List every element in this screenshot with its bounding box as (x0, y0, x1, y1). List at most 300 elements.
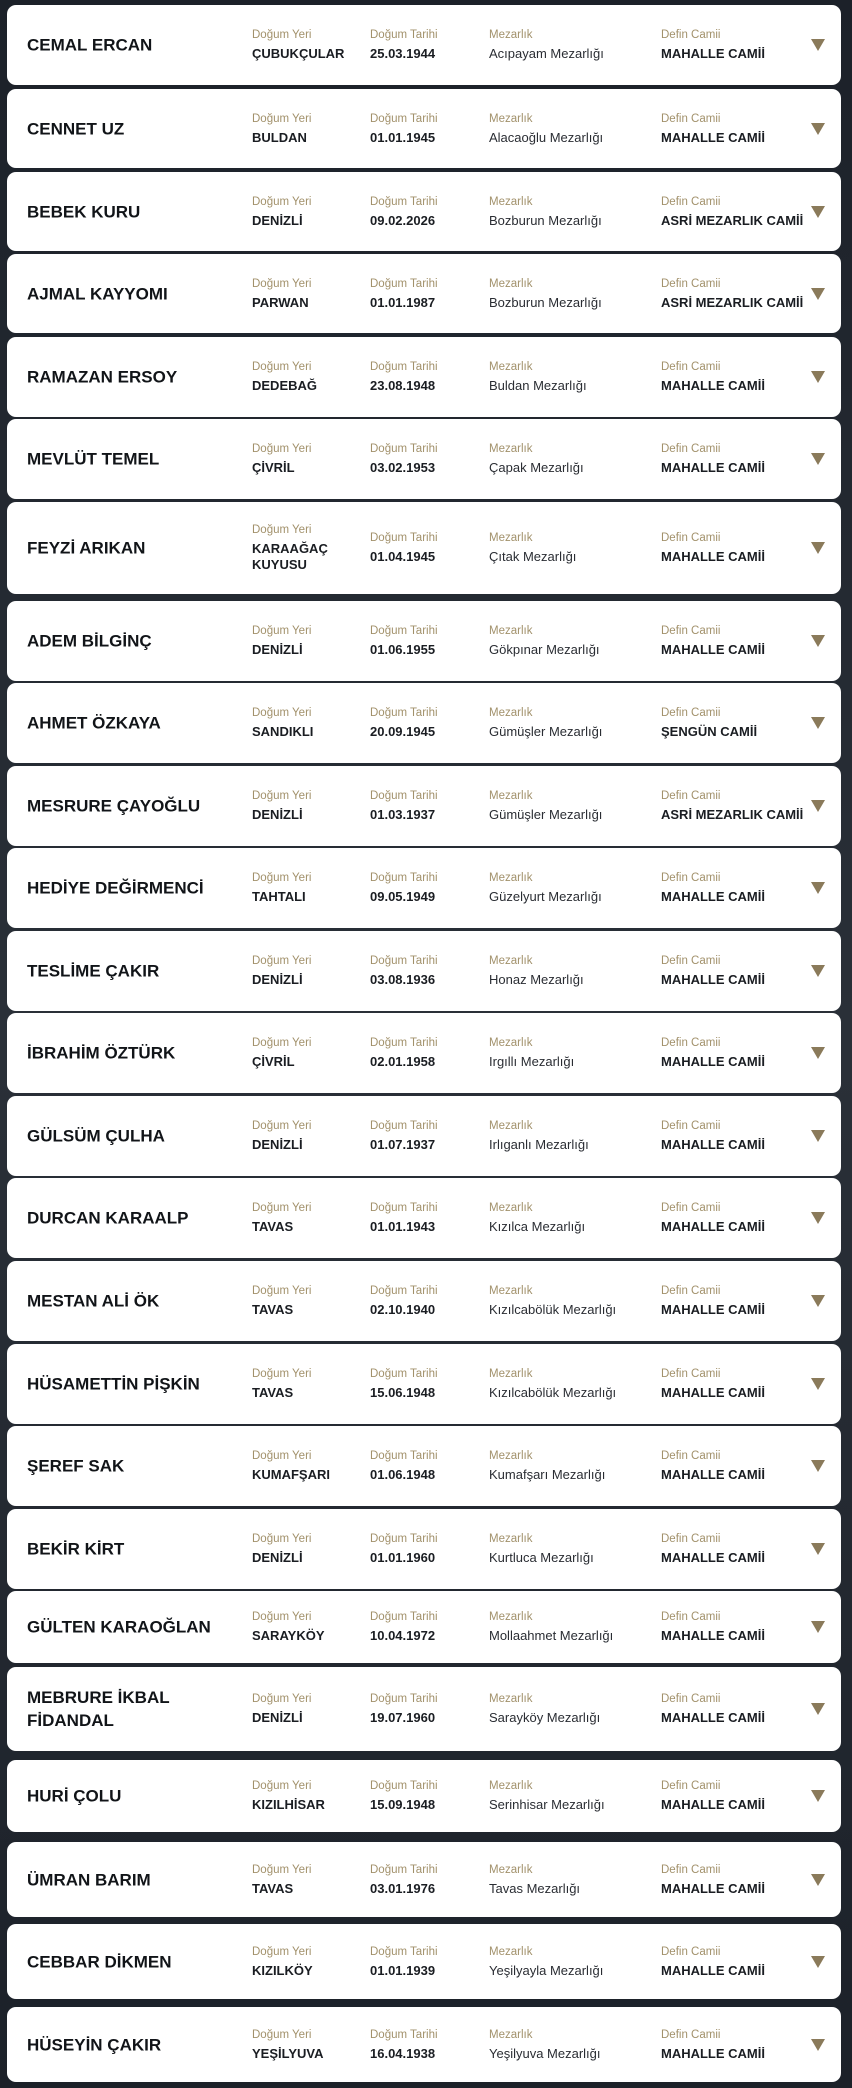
cemetery-value: Bozburun Mezarlığı (489, 212, 602, 228)
mosque-value: ŞENGÜN CAMİİ (661, 724, 758, 739)
birth-date-label: Doğum Tarihi (370, 112, 438, 125)
expand-caret-icon[interactable] (811, 965, 825, 977)
mosque-label: Defin Camii (661, 195, 721, 208)
deceased-name: GÜLSÜM ÇULHA (27, 1126, 165, 1146)
funeral-record-card[interactable] (7, 1426, 841, 1506)
cemetery-label: Mezarlık (489, 443, 533, 455)
birth-place-value: DEDEBAĞ (252, 378, 318, 393)
mosque-field (661, 195, 811, 229)
birth-place-value: DENİZLİ (252, 1550, 303, 1565)
mosque-field (661, 1367, 811, 1401)
birth-place-label: Doğum Yeri (252, 1863, 312, 1876)
birth-date-label: Doğum Tarihi (370, 443, 438, 455)
mosque-field (661, 360, 811, 394)
mosque-field (661, 1449, 811, 1483)
mosque-field (661, 1610, 811, 1644)
birth-place-value: TAHTALI (252, 889, 306, 904)
birth-date-value: 16.04.1938 (370, 2045, 436, 2061)
expand-caret-icon[interactable] (811, 1295, 825, 1307)
birth-place-field (252, 1119, 362, 1153)
birth-date-field (370, 1532, 480, 1566)
mosque-label: Defin Camii (661, 1368, 721, 1380)
expand-caret-icon[interactable] (811, 1130, 825, 1142)
mosque-value: MAHALLE CAMİİ (661, 1219, 765, 1234)
birth-date-value: 15.06.1948 (370, 1385, 436, 1400)
birth-place-field (252, 954, 362, 988)
mosque-value: MAHALLE CAMİİ (661, 1962, 765, 1978)
mosque-label: Defin Camii (661, 443, 721, 455)
birth-place-label: Doğum Yeri (252, 443, 312, 455)
birth-date-field (370, 1449, 480, 1483)
cemetery-label: Mezarlık (489, 1780, 533, 1792)
cemetery-label: Mezarlık (489, 195, 533, 208)
birth-place-field (252, 1945, 362, 1979)
cemetery-label: Mezarlık (489, 1368, 533, 1380)
birth-date-field (370, 1692, 480, 1726)
deceased-name: ÜMRAN BARIM (27, 1870, 151, 1889)
birth-place-field (252, 1779, 362, 1813)
birth-place-field (252, 1367, 362, 1401)
mosque-value: ASRİ MEZARLIK CAMİİ (661, 807, 804, 822)
cemetery-label: Mezarlık (489, 872, 533, 884)
birth-place-field (252, 112, 362, 146)
cemetery-label: Mezarlık (489, 707, 533, 719)
expand-caret-icon[interactable] (811, 453, 825, 465)
deceased-name: HURİ ÇOLU (27, 1786, 122, 1806)
birth-place-value: TAVAS (252, 1385, 294, 1400)
expand-caret-icon[interactable] (811, 1703, 825, 1715)
birth-date-value: 01.06.1955 (370, 642, 436, 657)
birth-date-value: 09.05.1949 (370, 889, 436, 904)
birth-date-label: Doğum Tarihi (370, 1285, 438, 1297)
birth-place-field (252, 1692, 362, 1726)
birth-date-value: 19.07.1960 (370, 1710, 436, 1725)
birth-place-value: ÇİVRİL (252, 1054, 295, 1069)
funeral-record-card[interactable] (7, 89, 841, 168)
birth-date-value: 01.04.1945 (370, 549, 436, 564)
birth-place-value: KUMAFŞARI (252, 1467, 330, 1482)
birth-place-value: DENİZLİ (252, 1137, 303, 1152)
birth-place-value: DENİZLİ (252, 212, 303, 228)
birth-date-value: 15.09.1948 (370, 1797, 436, 1812)
mosque-value: MAHALLE CAMİİ (661, 1628, 765, 1643)
birth-date-label: Doğum Tarihi (370, 625, 438, 637)
birth-date-field (370, 1945, 480, 1979)
mosque-label: Defin Camii (661, 1285, 721, 1297)
birth-place-value: KIZILHİSAR (252, 1797, 325, 1812)
deceased-name: DURCAN KARAALP (27, 1208, 189, 1228)
birth-date-label: Doğum Tarihi (370, 1037, 438, 1049)
deceased-name: CENNET UZ (27, 119, 125, 138)
funeral-record-card[interactable] (7, 172, 841, 251)
mosque-value: MAHALLE CAMİİ (661, 1797, 765, 1812)
mosque-field (661, 1036, 811, 1070)
birth-place-label: Doğum Yeri (252, 1450, 312, 1462)
birth-place-field (252, 442, 362, 476)
cemetery-value: Kumafşarı Mezarlığı (489, 1467, 606, 1482)
cemetery-field (489, 28, 654, 62)
cemetery-value: Kızılca Mezarlığı (489, 1219, 586, 1234)
birth-date-field (370, 442, 480, 476)
funeral-record-card[interactable] (7, 1344, 841, 1424)
mosque-field (661, 954, 811, 988)
funeral-record-card[interactable] (7, 1096, 841, 1176)
birth-date-label: Doğum Tarihi (370, 361, 438, 373)
birth-date-value: 01.07.1937 (370, 1137, 436, 1152)
birth-place-value: TAVAS (252, 1880, 294, 1896)
birth-date-value: 03.02.1953 (370, 460, 436, 475)
birth-place-label: Doğum Yeri (252, 1120, 312, 1132)
birth-date-field (370, 360, 480, 394)
birth-place-value: TAVAS (252, 1219, 294, 1234)
mosque-label: Defin Camii (661, 955, 721, 967)
expand-caret-icon[interactable] (811, 882, 825, 894)
birth-date-label: Doğum Tarihi (370, 1368, 438, 1380)
cemetery-field (489, 871, 654, 905)
funeral-record-card[interactable] (7, 1261, 841, 1341)
birth-place-label: Doğum Yeri (252, 1037, 312, 1049)
birth-place-field (252, 1449, 362, 1483)
mosque-value: ASRİ MEZARLIK CAMİİ (661, 212, 804, 228)
birth-date-value: 03.01.1976 (370, 1880, 436, 1896)
cemetery-value: Güzelyurt Mezarlığı (489, 889, 602, 904)
birth-place-value: ÇUBUKÇULAR (252, 46, 345, 61)
expand-caret-icon[interactable] (811, 371, 825, 383)
birth-place-value: BULDAN (252, 129, 307, 145)
funeral-record-card[interactable] (7, 1842, 841, 1917)
mosque-field (661, 1201, 811, 1235)
expand-caret-icon[interactable] (811, 800, 825, 812)
funeral-record-card[interactable] (7, 1667, 841, 1751)
birth-date-value: 01.01.1945 (370, 129, 436, 145)
cemetery-value: Çapak Mezarlığı (489, 460, 584, 475)
birth-place-label: Doğum Yeri (252, 1368, 312, 1380)
cemetery-label: Mezarlık (489, 1450, 533, 1462)
birth-place-value: SANDIKLI (252, 724, 314, 739)
mosque-label: Defin Camii (661, 1693, 721, 1705)
mosque-value: ASRİ MEZARLIK CAMİİ (661, 294, 804, 310)
cemetery-label: Mezarlık (489, 29, 533, 41)
cemetery-label: Mezarlık (489, 1945, 533, 1958)
cemetery-field (489, 1610, 654, 1644)
funeral-record-card[interactable] (7, 502, 841, 594)
cemetery-field (489, 195, 654, 229)
cemetery-field (489, 1284, 654, 1318)
cemetery-field (489, 277, 654, 311)
birth-place-label: Doğum Yeri (252, 625, 312, 637)
birth-place-label: Doğum Yeri (252, 1780, 312, 1792)
mosque-value: MAHALLE CAMİİ (661, 1054, 765, 1069)
birth-place-value: SARAYKÖY (252, 1628, 325, 1643)
funeral-record-card[interactable] (7, 1509, 841, 1589)
deceased-name: MEBRURE İKBAL FİDANDAL (27, 1688, 170, 1730)
birth-date-field (370, 277, 480, 311)
expand-caret-icon[interactable] (811, 1621, 825, 1633)
funeral-record-card[interactable] (7, 1013, 841, 1093)
birth-place-field (252, 1863, 362, 1897)
expand-caret-icon[interactable] (811, 39, 825, 51)
birth-date-field (370, 112, 480, 146)
cemetery-value: Çıtak Mezarlığı (489, 549, 577, 564)
birth-date-value: 01.01.1939 (370, 1962, 436, 1978)
birth-place-label: Doğum Yeri (252, 1693, 312, 1705)
cemetery-field (489, 1692, 654, 1726)
cemetery-label: Mezarlık (489, 790, 533, 802)
mosque-label: Defin Camii (661, 532, 721, 544)
birth-date-field (370, 871, 480, 905)
birth-date-label: Doğum Tarihi (370, 707, 438, 719)
expand-caret-icon[interactable] (811, 206, 825, 218)
expand-caret-icon[interactable] (811, 542, 825, 554)
birth-date-label: Doğum Tarihi (370, 872, 438, 884)
birth-place-field (252, 789, 362, 823)
birth-date-label: Doğum Tarihi (370, 29, 438, 41)
cemetery-label: Mezarlık (489, 1037, 533, 1049)
mosque-value: MAHALLE CAMİİ (661, 1467, 765, 1482)
cemetery-label: Mezarlık (489, 1120, 533, 1132)
expand-caret-icon[interactable] (811, 1460, 825, 1472)
birth-place-label: Doğum Yeri (252, 872, 312, 884)
cemetery-label: Mezarlık (489, 1863, 533, 1876)
birth-date-label: Doğum Tarihi (370, 1450, 438, 1462)
funeral-record-card[interactable] (7, 683, 841, 763)
deceased-name: GÜLTEN KARAOĞLAN (27, 1617, 211, 1637)
birth-place-label: Doğum Yeri (252, 277, 312, 290)
birth-place-label: Doğum Yeri (252, 1533, 312, 1545)
cemetery-label: Mezarlık (489, 1693, 533, 1705)
birth-place-field (252, 1284, 362, 1318)
deceased-name: FEYZİ ARIKAN (27, 538, 146, 558)
birth-date-label: Doğum Tarihi (370, 1120, 438, 1132)
deceased-name: BEKİR KİRT (27, 1539, 125, 1559)
funeral-record-card[interactable] (7, 419, 841, 499)
funeral-record-card[interactable] (7, 1591, 841, 1663)
funeral-record-card[interactable] (7, 337, 841, 417)
mosque-field (661, 789, 811, 823)
deceased-name: AJMAL KAYYOMI (27, 284, 168, 303)
deceased-name: CEBBAR DİKMEN (27, 1952, 172, 1971)
mosque-field (661, 1532, 811, 1566)
birth-date-label: Doğum Tarihi (370, 277, 438, 290)
birth-date-field (370, 1863, 480, 1897)
birth-date-value: 23.08.1948 (370, 378, 436, 393)
mosque-value: MAHALLE CAMİİ (661, 642, 765, 657)
funeral-record-card[interactable] (7, 931, 841, 1011)
cemetery-label: Mezarlık (489, 112, 533, 125)
expand-caret-icon[interactable] (811, 1874, 825, 1886)
funeral-record-card[interactable] (7, 601, 841, 681)
funeral-record-card[interactable] (7, 2007, 841, 2082)
birth-place-field (252, 2028, 362, 2062)
mosque-field (661, 277, 811, 311)
cemetery-value: Tavas Mezarlığı (489, 1880, 581, 1896)
birth-date-value: 03.08.1936 (370, 972, 436, 987)
expand-caret-icon[interactable] (811, 717, 825, 729)
birth-date-label: Doğum Tarihi (370, 1863, 438, 1876)
expand-caret-icon[interactable] (811, 1543, 825, 1555)
birth-place-label: Doğum Yeri (252, 2028, 312, 2041)
mosque-field (661, 28, 811, 62)
cemetery-field (489, 112, 654, 146)
cemetery-value: Kızılcabölük Mezarlığı (489, 1385, 617, 1400)
birth-place-field (252, 360, 362, 394)
cemetery-value: Kızılcabölük Mezarlığı (489, 1302, 617, 1317)
birth-place-label: Doğum Yeri (252, 361, 312, 373)
funeral-record-card[interactable] (7, 5, 841, 85)
funeral-record-card[interactable] (7, 1178, 841, 1258)
birth-date-value: 01.01.1960 (370, 1550, 436, 1565)
expand-caret-icon[interactable] (811, 123, 825, 135)
mosque-value: MAHALLE CAMİİ (661, 460, 765, 475)
cemetery-label: Mezarlık (489, 2028, 533, 2041)
mosque-value: MAHALLE CAMİİ (661, 129, 765, 145)
cemetery-field (489, 360, 654, 394)
cemetery-field (489, 1367, 654, 1401)
expand-caret-icon[interactable] (811, 635, 825, 647)
cemetery-value: Honaz Mezarlığı (489, 972, 584, 987)
cemetery-label: Mezarlık (489, 1611, 533, 1623)
cemetery-field (489, 1036, 654, 1070)
expand-caret-icon[interactable] (811, 2039, 825, 2051)
deceased-name: MEVLÜT TEMEL (27, 449, 160, 469)
mosque-field (661, 1692, 811, 1726)
mosque-label: Defin Camii (661, 1202, 721, 1214)
deceased-name: RAMAZAN ERSOY (27, 367, 178, 387)
mosque-value: MAHALLE CAMİİ (661, 1880, 765, 1896)
birth-date-value: 02.01.1958 (370, 1054, 436, 1069)
funeral-record-card[interactable] (7, 1924, 841, 1999)
birth-place-label: Doğum Yeri (252, 29, 312, 41)
mosque-label: Defin Camii (661, 1945, 721, 1958)
birth-place-label: Doğum Yeri (252, 1202, 312, 1214)
birth-place-field (252, 523, 362, 573)
cemetery-value: Gümüşler Mezarlığı (489, 724, 603, 739)
birth-date-field (370, 1036, 480, 1070)
birth-date-field (370, 624, 480, 658)
birth-place-field (252, 871, 362, 905)
mosque-label: Defin Camii (661, 2028, 721, 2041)
cemetery-value: Irlıganlı Mezarlığı (489, 1137, 589, 1152)
birth-date-field (370, 2028, 480, 2062)
birth-place-field (252, 1610, 362, 1644)
mosque-field (661, 1863, 811, 1897)
expand-caret-icon[interactable] (811, 1378, 825, 1390)
birth-date-field (370, 706, 480, 740)
deceased-name: AHMET ÖZKAYA (27, 713, 161, 733)
birth-place-field (252, 195, 362, 229)
deceased-name: MESRURE ÇAYOĞLU (27, 796, 201, 816)
mosque-label: Defin Camii (661, 1450, 721, 1462)
expand-caret-icon[interactable] (811, 288, 825, 300)
mosque-value: MAHALLE CAMİİ (661, 1385, 765, 1400)
funeral-record-card[interactable] (7, 254, 841, 333)
birth-date-value: 01.01.1943 (370, 1219, 436, 1234)
mosque-value: MAHALLE CAMİİ (661, 1137, 765, 1152)
birth-place-value: DENİZLİ (252, 1710, 303, 1725)
deceased-name: HÜSEYİN ÇAKIR (27, 2035, 162, 2054)
mosque-field (661, 531, 811, 565)
mosque-label: Defin Camii (661, 29, 721, 41)
cemetery-field (489, 1779, 654, 1813)
expand-caret-icon[interactable] (811, 1047, 825, 1059)
funeral-record-card[interactable] (7, 848, 841, 928)
birth-place-value: KARAAĞAÇ KUYUSU (252, 541, 328, 572)
mosque-value: MAHALLE CAMİİ (661, 1710, 765, 1725)
birth-place-label: Doğum Yeri (252, 1945, 312, 1958)
birth-date-field (370, 954, 480, 988)
cemetery-label: Mezarlık (489, 361, 533, 373)
cemetery-label: Mezarlık (489, 625, 533, 637)
cemetery-value: Gümüşler Mezarlığı (489, 807, 603, 822)
mosque-field (661, 1284, 811, 1318)
birth-date-label: Doğum Tarihi (370, 1945, 438, 1958)
cemetery-value: Sarayköy Mezarlığı (489, 1710, 601, 1725)
birth-date-field (370, 28, 480, 62)
birth-date-label: Doğum Tarihi (370, 1611, 438, 1623)
mosque-value: MAHALLE CAMİİ (661, 972, 765, 987)
mosque-value: MAHALLE CAMİİ (661, 889, 765, 904)
birth-date-field (370, 531, 480, 565)
birth-place-field (252, 706, 362, 740)
cemetery-label: Mezarlık (489, 277, 533, 290)
birth-date-label: Doğum Tarihi (370, 195, 438, 208)
mosque-label: Defin Camii (661, 1863, 721, 1876)
mosque-field (661, 706, 811, 740)
mosque-label: Defin Camii (661, 790, 721, 802)
mosque-field (661, 442, 811, 476)
cemetery-value: Kurtluca Mezarlığı (489, 1550, 594, 1565)
birth-place-label: Doğum Yeri (252, 195, 312, 208)
birth-date-field (370, 1367, 480, 1401)
mosque-label: Defin Camii (661, 361, 721, 373)
mosque-label: Defin Camii (661, 1120, 721, 1132)
deceased-name: MESTAN ALİ ÖK (27, 1291, 160, 1311)
cemetery-label: Mezarlık (489, 1285, 533, 1297)
birth-place-value: DENİZLİ (252, 972, 303, 987)
deceased-name: BEBEK KURU (27, 202, 141, 221)
mosque-label: Defin Camii (661, 872, 721, 884)
funeral-record-card[interactable] (7, 766, 841, 846)
mosque-value: MAHALLE CAMİİ (661, 1550, 765, 1565)
birth-date-field (370, 789, 480, 823)
birth-date-field (370, 1119, 480, 1153)
birth-date-field (370, 1779, 480, 1813)
mosque-label: Defin Camii (661, 1037, 721, 1049)
birth-date-value: 01.06.1948 (370, 1467, 436, 1482)
birth-date-label: Doğum Tarihi (370, 1780, 438, 1792)
cemetery-value: Acıpayam Mezarlığı (489, 46, 604, 61)
mosque-value: MAHALLE CAMİİ (661, 378, 765, 393)
birth-date-value: 10.04.1972 (370, 1628, 436, 1643)
mosque-field (661, 112, 811, 146)
birth-place-label: Doğum Yeri (252, 790, 312, 802)
birth-place-value: DENİZLİ (252, 807, 303, 822)
birth-date-label: Doğum Tarihi (370, 2028, 438, 2041)
funeral-record-card[interactable] (7, 1760, 841, 1832)
expand-caret-icon[interactable] (811, 1212, 825, 1224)
birth-place-label: Doğum Yeri (252, 707, 312, 719)
mosque-label: Defin Camii (661, 112, 721, 125)
birth-place-field (252, 28, 362, 62)
cemetery-field (489, 531, 654, 565)
birth-date-value: 01.01.1987 (370, 294, 436, 310)
birth-place-value: ÇİVRİL (252, 460, 295, 475)
expand-caret-icon[interactable] (811, 1790, 825, 1802)
birth-date-value: 25.03.1944 (370, 46, 436, 61)
expand-caret-icon[interactable] (811, 1956, 825, 1968)
birth-place-field (252, 1201, 362, 1235)
birth-place-field (252, 624, 362, 658)
